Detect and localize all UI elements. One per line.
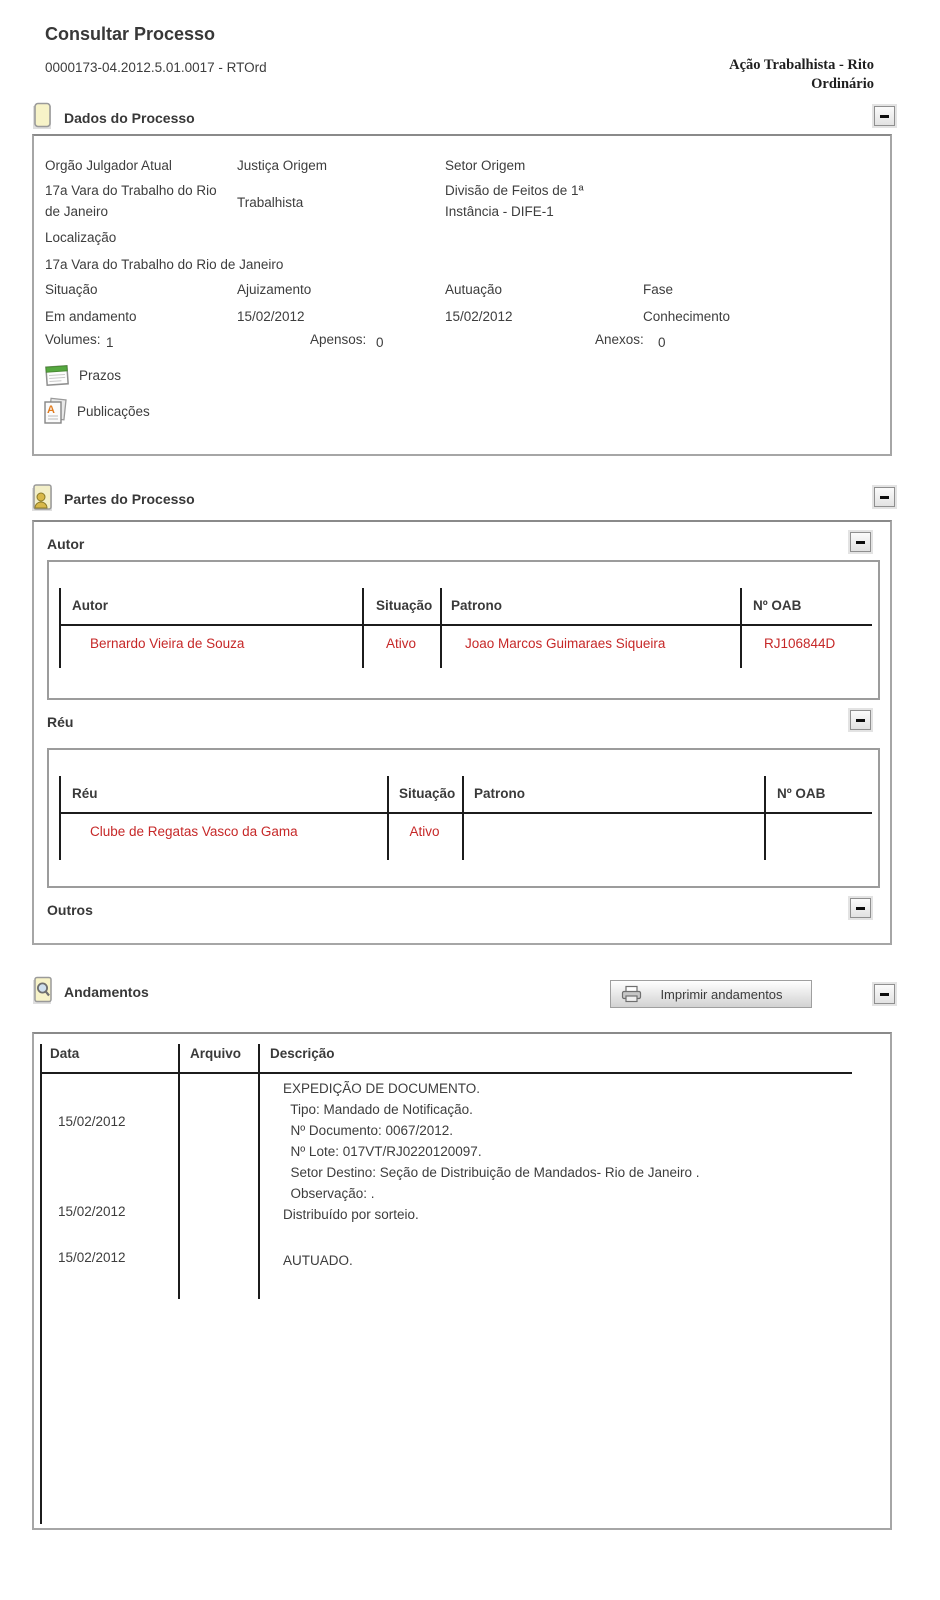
autuacao-label: Autuação [445,282,503,297]
fase-label: Fase [643,282,674,297]
reu-table [47,748,880,888]
descricao-col-header: Descrição [270,1046,335,1061]
situacao-value: Em andamento [45,309,137,324]
reu-title: Réu [47,714,74,730]
setor-origem-value: Divisão de Feitos de 1ª Instância - DIFE-1 [445,183,584,219]
situacao-col-header: Situação [376,598,433,613]
autor-table [47,560,880,700]
autor-title: Autor [47,536,85,552]
data-col-header: Data [50,1046,80,1061]
ajuizamento-value: 15/02/2012 [237,309,305,324]
andamento-description: AUTUADO. [283,1253,353,1268]
minus-icon [856,907,865,910]
collapse-button-dados[interactable] [874,106,895,126]
publicacoes-link[interactable] [41,396,150,426]
setor-origem-label: Setor Origem [445,158,526,173]
andamento-date: 15/02/2012 [58,1250,126,1265]
autor-col-header: Autor [72,598,108,613]
andamento-description: Distribuído por sorteio. [283,1207,419,1222]
printer-icon [621,985,642,1003]
andamento-date: 15/02/2012 [58,1204,126,1219]
apensos-value: 0 [376,335,384,350]
andamento-description: EXPEDIÇÃO DE DOCUMENTO. Tipo: Mandado de Notificação. Nº Documento: 0067/2012. Nº Lote: 017VT/RJ0220120097. Setor Destino: Seção de Distribuição de Mandados- Rio de Janeiro . Observação: . [283,1081,700,1201]
note-icon [32,102,54,130]
anexos-value: 0 [658,335,666,350]
collapse-button-andamentos[interactable] [874,984,895,1004]
section-title-dados: Dados do Processo [64,110,195,126]
minus-icon [880,115,889,118]
arquivo-col-header: Arquivo [190,1046,242,1061]
imprimir-andamentos-button[interactable] [610,980,812,1008]
autor-patrono-link[interactable]: Joao Marcos Guimaraes Siqueira [465,636,666,651]
justica-origem-label: Justiça Origem [237,158,328,173]
publication-icon [41,396,69,426]
imprimir-andamentos-label: Imprimir andamentos [660,986,783,1002]
section-title-partes: Partes do Processo [64,491,195,507]
situacao-label: Situação [45,282,98,297]
collapse-button-partes[interactable] [874,487,895,507]
autor-name-link[interactable]: Bernardo Vieira de Souza [90,636,245,651]
section-title-andamentos: Andamentos [64,984,149,1000]
process-number: 0000173-04.2012.5.01.0017 - RTOrd [45,60,267,75]
prazos-label: Prazos [79,367,122,383]
justica-origem-value: Trabalhista [237,195,304,210]
patrono-col-header: Patrono [451,598,503,613]
calendar-icon [43,362,71,388]
minus-icon [856,541,865,544]
oab-col-header: Nº OAB [777,786,826,801]
process-class: Ação Trabalhista - Rito Ordinário [729,57,874,92]
fase-value: Conhecimento [643,309,731,324]
dados-panel [32,134,892,456]
magnifier-note-icon [32,976,55,1005]
reu-col-header: Réu [72,786,98,801]
reu-situacao: Ativo [409,824,440,839]
minus-icon [880,993,889,996]
reu-name-link[interactable]: Clube de Regatas Vasco da Gama [90,824,298,839]
localizacao-value: 17a Vara do Trabalho do Rio de Janeiro [45,257,284,272]
andamentos-panel [32,1032,892,1530]
autuacao-value: 15/02/2012 [445,309,513,324]
publicacoes-label: Publicações [77,403,150,419]
volumes-label: Volumes: [45,332,101,347]
minus-icon [856,719,865,722]
collapse-button-autor[interactable] [850,532,871,552]
orgao-julgador-value: 17a Vara do Trabalho do Rio de Janeiro [45,183,217,219]
anexos-label: Anexos: [595,332,644,347]
partes-panel [32,520,892,945]
person-card-icon [30,483,55,512]
minus-icon [880,496,889,499]
svg-text:A: A [47,404,55,416]
andamento-date: 15/02/2012 [58,1114,126,1129]
autor-oab: RJ106844D [764,636,836,651]
autor-situacao: Ativo [385,636,416,651]
localizacao-label: Localização [45,230,117,245]
orgao-julgador-label: Orgão Julgador Atual [45,158,172,173]
page-title: Consultar Processo [45,24,216,45]
patrono-col-header: Patrono [474,786,526,801]
apensos-label: Apensos: [310,332,367,347]
outros-title: Outros [47,902,93,918]
prazos-link[interactable] [43,362,121,388]
situacao-col-header: Situação [399,786,456,801]
collapse-button-outros[interactable] [850,898,871,918]
collapse-button-reu[interactable] [850,710,871,730]
volumes-value: 1 [106,335,114,350]
oab-col-header: Nº OAB [753,598,802,613]
ajuizamento-label: Ajuizamento [237,282,312,297]
